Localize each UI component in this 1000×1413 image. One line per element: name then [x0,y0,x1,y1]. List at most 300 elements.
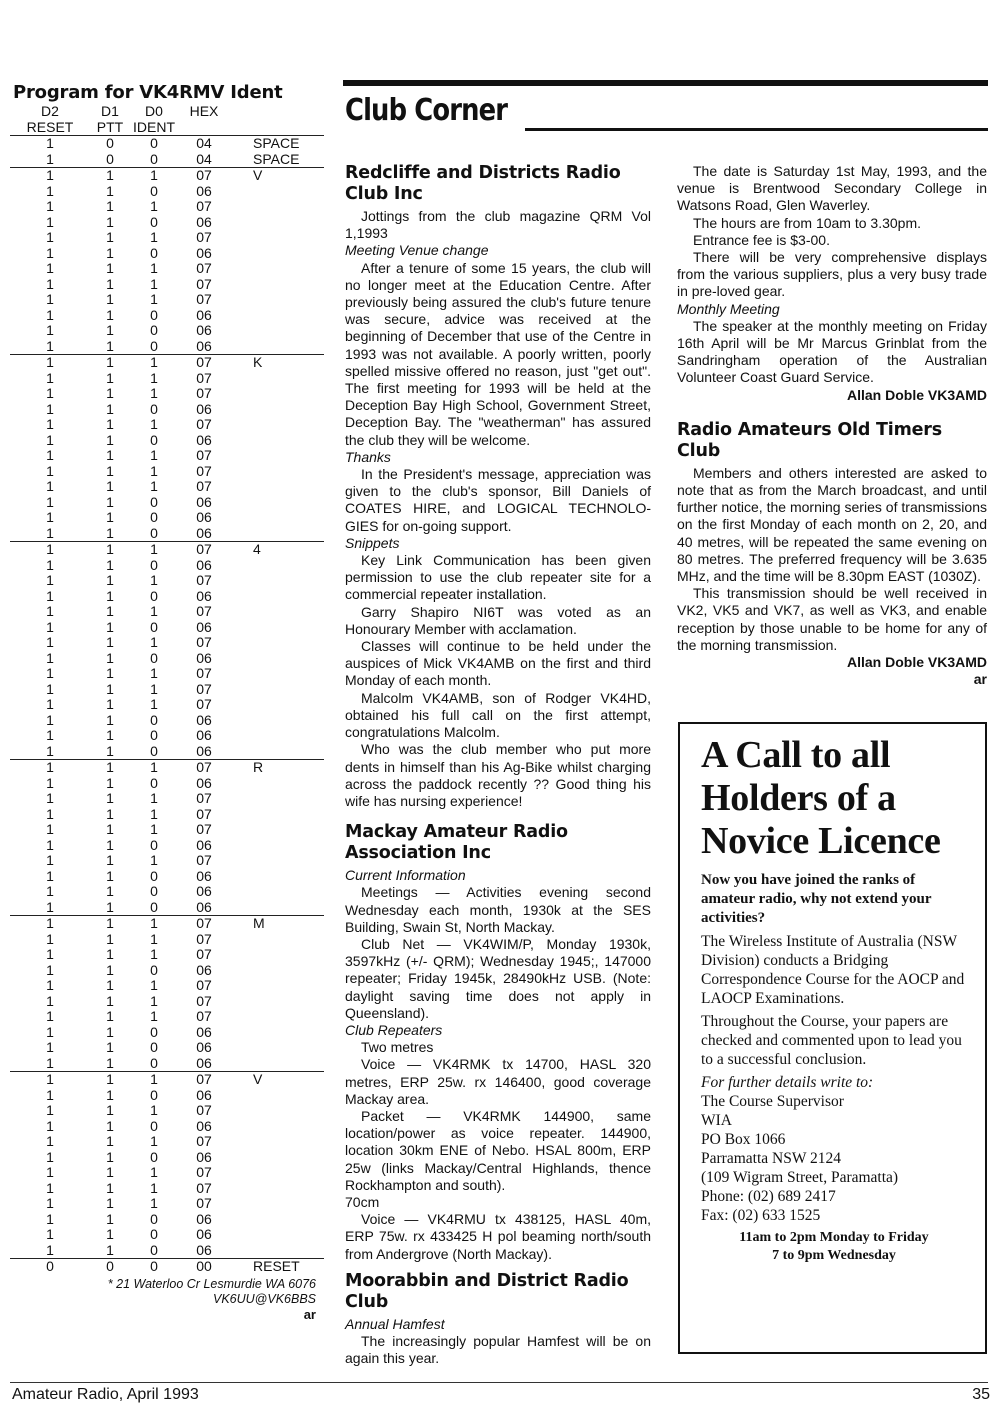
d2-cell: 1 [46,915,54,931]
d2-cell: 1 [46,556,54,573]
table-row [10,1181,324,1197]
table-row [10,963,324,979]
d2-cell: 1 [46,306,54,323]
table-row [10,947,324,963]
hex-cell: 07 [196,1164,212,1180]
advert-paragraph: The Wireless Institute of Australia (NSW Division) conducts a Bridging Correspondence Course for the AOCP and LAOCP Examinations. [701,933,965,1007]
d0-cell: 0 [150,337,158,354]
address-line: (109 Wigram Street, Paramatta) [701,1169,899,1186]
article-heading-redcliffe: Redcliffe and Districts Radio Club Inc [345,163,621,204]
hex-cell: 06 [196,244,212,261]
d1-cell: 1 [106,1241,114,1258]
hex-cell: 07 [196,291,212,307]
hex-cell: 06 [196,182,212,199]
d0-cell: 1 [150,821,158,837]
article-column-1 [345,163,651,1367]
table-row [10,323,324,339]
hex-cell: 06 [196,1148,212,1165]
paragraph: There will be very comprehensive displays from the various suppliers, plus a very busy trade in pre-loved gear. [677,249,987,300]
d0-cell: 1 [150,447,158,463]
d2-cell: 1 [46,150,54,167]
d0-cell: 0 [150,587,158,604]
subheading: Current Information [345,867,466,884]
table-row [10,1009,324,1025]
d0-cell: 1 [150,946,158,962]
hex-cell: 07 [196,930,212,947]
table-row [10,620,324,636]
d0-cell: 1 [150,572,158,588]
d1-cell: 1 [106,244,114,261]
d1-cell: 1 [106,821,114,837]
column-header: D2 [41,103,59,119]
table-row [10,292,324,308]
d0-cell: 0 [150,1148,158,1165]
d0-cell: 1 [150,541,158,557]
d1-cell: 1 [106,587,114,604]
d2-cell: 1 [46,946,54,962]
d2-cell: 1 [46,977,54,993]
table-row [10,1212,324,1228]
hex-cell: 06 [196,836,212,853]
paragraph: Members and others interested are asked to note that as from the March broadcast, and until further notice, the morning series of transmissions on the first Monday of each month on 2, 20, and 40 metres, will be repeated the same evening on 80 metres. The preferred frequency will be 3.635 MHz, and the time will be 8.30pm EAST (1030Z). [677,464,987,585]
d0-cell: 0 [150,1226,158,1242]
hex-cell: 07 [196,1071,212,1087]
table-row [10,1150,324,1166]
character-cell: K [253,354,263,370]
d0-cell: 0 [150,322,158,338]
d2-cell: 1 [46,1023,54,1040]
table-row [10,230,324,246]
d2-cell: 1 [46,229,54,245]
d1-cell: 1 [106,852,114,868]
d0-cell: 1 [150,354,158,370]
d1-cell: 1 [106,992,114,1009]
d0-cell: 0 [150,431,158,448]
novice-licence-advert [678,722,987,1354]
hex-cell: 06 [196,509,212,525]
d0-cell: 1 [150,462,158,479]
d2-cell: 1 [46,634,54,650]
d1-cell: 1 [106,1071,114,1087]
hex-cell: 07 [196,1195,212,1211]
end-mark: ar [973,671,987,688]
d0-cell: 1 [150,790,158,806]
d2-cell: 1 [46,759,54,775]
d0-cell: 0 [150,727,158,743]
table-row [10,853,324,869]
hex-cell: 06 [196,493,212,510]
paragraph: Key Link Communication has been given permission to use the club repeater site for a commercial repeater installation. [345,552,651,603]
d1-cell: 1 [106,337,114,354]
d0-cell: 1 [150,416,158,432]
d2-cell: 1 [46,369,54,386]
d0-cell: 0 [150,1258,158,1274]
table-row [10,635,324,651]
table-row [10,1072,324,1088]
character-cell: 4 [253,541,261,557]
table-header-row [10,104,324,120]
table-row [10,339,324,355]
hex-cell: 07 [196,946,212,962]
table-row [10,261,324,277]
d1-cell: 1 [106,198,114,214]
d1-cell: 1 [106,572,114,588]
hex-cell: 07 [196,680,212,697]
d1-cell: 1 [106,1195,114,1211]
d2-cell: 1 [46,244,54,261]
d2-cell: 0 [46,1258,54,1274]
table-row [10,136,324,152]
d2-cell: 1 [46,852,54,868]
hex-cell: 07 [196,852,212,868]
d0-cell: 1 [150,291,158,307]
subheading: Thanks [345,448,391,465]
column-header: PTT [96,118,124,135]
d0-cell: 0 [150,618,158,635]
hex-cell: 07 [196,992,212,1009]
d2-cell: 1 [46,431,54,448]
d0-cell: 0 [150,1054,158,1071]
hex-cell: 07 [196,478,212,494]
d0-cell: 0 [150,135,158,151]
d2-cell: 1 [46,711,54,728]
table-row [10,1056,324,1072]
table-row [10,994,324,1010]
d1-cell: 1 [106,696,114,712]
paragraph: Jottings from the club magazine QRM Vol 1,1993 [345,208,651,242]
subheading: Meeting Venue change [345,242,489,259]
paragraph: Garry Shapiro NI6T was voted as an Honourary Member with acclamation. [345,603,651,637]
d2-cell: 1 [46,182,54,199]
footer-rule [10,1382,988,1383]
subheading: Annual Hamfest [345,1315,445,1332]
d0-cell: 1 [150,759,158,775]
d0-cell: 1 [150,1179,158,1196]
d1-cell: 0 [106,150,114,167]
author-footnote [10,1277,324,1322]
address-line: The Course Supervisor [701,1093,844,1110]
d1-cell: 1 [106,618,114,635]
character-cell: R [253,759,264,775]
hex-cell: 06 [196,774,212,791]
d0-cell: 1 [150,852,158,868]
hex-cell: 07 [196,665,212,681]
advert-paragraph: Throughout the Course, your papers are checked and commented upon to lead you to a successful conclusion. [701,1013,962,1068]
hex-cell: 06 [196,1117,212,1134]
hex-cell: 07 [196,385,212,401]
d0-cell: 1 [150,260,158,276]
hex-cell: 06 [196,867,212,884]
d1-cell: 1 [106,182,114,199]
table-row [10,1088,324,1104]
d1-cell: 1 [106,524,114,541]
table-row [10,1165,324,1181]
table-row [10,152,324,168]
d2-cell: 1 [46,198,54,214]
column-header: D0 [145,103,163,119]
d0-cell: 0 [150,836,158,853]
d1-cell: 1 [106,1008,114,1024]
d1-cell: 1 [106,1117,114,1134]
d2-cell: 1 [46,992,54,1009]
paragraph: Who was the club member who put more dents in himself than his Ag-Bike whilst charging across the paddock recently ?? Good thing his wife has nursing experience! [345,741,651,809]
d0-cell: 1 [150,1133,158,1149]
column-header: RESET [26,118,74,135]
d0-cell: 1 [150,385,158,401]
hex-cell: 06 [196,711,212,728]
table-row [10,776,324,792]
hex-cell: 07 [196,603,212,619]
d2-cell: 1 [46,898,54,915]
d2-cell: 1 [46,1117,54,1134]
hex-cell: 07 [196,447,212,463]
d1-cell: 0 [106,135,114,151]
d0-cell: 1 [150,680,158,697]
d0-cell: 1 [150,229,158,245]
header-rule-bottom [525,128,988,131]
paragraph: This transmission should be well received in VK2, VK5 and VK7, as well as VK3, and enable reception by those unable to be home for any of the morning transmission. [677,585,987,653]
d0-cell: 0 [150,509,158,525]
d1-cell: 1 [106,322,114,338]
d0-cell: 0 [150,1086,158,1103]
d0-cell: 0 [150,1117,158,1134]
d1-cell: 1 [106,509,114,525]
d2-cell: 1 [46,1195,54,1211]
hex-cell: 07 [196,759,212,775]
paragraph: Club Net — VK4WIM/P, Monday 1930k, 3597kHz (+/- QRM); Wednesday 1945;, 147000 repeater; Friday 1945k, 28490kHz USB. (Note: daylight saving time does not apply in Queensland). [345,935,651,1021]
d0-cell: 0 [150,1210,158,1227]
table-row [10,448,324,464]
d2-cell: 1 [46,1148,54,1165]
d2-cell: 1 [46,275,54,292]
d1-cell: 0 [106,1258,114,1274]
table-row [10,433,324,449]
hex-cell: 07 [196,354,212,370]
article-column-2 [677,163,987,688]
office-hours: 11am to 2pm Monday to Friday [739,1230,929,1245]
d2-cell: 1 [46,260,54,276]
hex-cell: 07 [196,790,212,806]
table-row [10,1243,324,1259]
d1-cell: 1 [106,478,114,494]
table-row-group [10,915,324,1071]
subheading: Monthly Meeting [677,300,780,317]
character-cell: V [253,1071,263,1087]
d1-cell: 1 [106,167,114,183]
hex-cell: 07 [196,1008,212,1024]
d0-cell: 0 [150,883,158,899]
phone-line: Phone: (02) 689 2417 [701,1188,836,1205]
d2-cell: 1 [46,961,54,978]
table-row [10,838,324,854]
d1-cell: 1 [106,1179,114,1196]
d0-cell: 1 [150,1071,158,1087]
d2-cell: 1 [46,1133,54,1149]
hex-cell: 06 [196,883,212,899]
table-row [10,807,324,823]
paragraph: The speaker at the monthly meeting on Friday 16th April will be Mr Marcus Grinblat from the Sandringham operation of the Australian Volunteer Coast Guard Service. [677,317,987,386]
d1-cell: 1 [106,1102,114,1118]
hex-cell: 07 [196,229,212,245]
d0-cell: 1 [150,198,158,214]
character-cell: SPACE [253,150,300,167]
d1-cell: 1 [106,977,114,993]
hex-cell: 04 [196,135,212,151]
byline: Allan Doble VK3AMD [846,386,987,403]
d1-cell: 1 [106,291,114,307]
hex-cell: 06 [196,337,212,354]
d2-cell: 1 [46,135,54,151]
d2-cell: 1 [46,167,54,183]
hex-cell: 06 [196,898,212,915]
table-row [10,277,324,293]
d0-cell: 0 [150,556,158,573]
d0-cell: 0 [150,1039,158,1055]
paragraph: 70cm [345,1193,380,1210]
table-row [10,1259,324,1275]
d2-cell: 1 [46,385,54,401]
paragraph: Malcolm VK4AMB, son of Rodger VK4HD, obtained his full call on the first attempt, congratulations Malcolm. [345,689,651,741]
d1-cell: 1 [106,1039,114,1055]
hex-cell: 07 [196,167,212,183]
table-header-row [10,120,324,136]
paragraph: The increasingly popular Hamfest will be on again this year. [345,1332,651,1367]
paragraph: In the President's message, appreciation was given to the club's sponsor, Bill Daniels of COATES HIRE, and LOGICAL TECHNOLO-GIES for on-going support. [345,466,651,534]
d0-cell: 1 [150,805,158,822]
d1-cell: 1 [106,1133,114,1149]
hex-cell: 07 [196,915,212,931]
d0-cell: 0 [150,213,158,230]
paragraph: Voice — VK4RMK tx 14700, HASL 320 metres, ERP 25w. rx 146400, good coverage Mackay area. [345,1056,651,1107]
hex-cell: 07 [196,416,212,432]
column-header: IDENT [133,118,175,135]
author-address: * 21 Waterloo Cr Lesmurdie WA 6076 [107,1276,316,1291]
character-cell: V [253,167,263,183]
subheading: Snippets [345,534,400,551]
d0-cell: 0 [150,774,158,791]
d2-cell: 1 [46,742,54,759]
hex-cell: 00 [196,1258,212,1274]
hex-cell: 07 [196,572,212,588]
d2-cell: 1 [46,1039,54,1055]
d0-cell: 1 [150,915,158,931]
d1-cell: 1 [106,416,114,432]
d0-cell: 0 [150,182,158,199]
hex-cell: 07 [196,805,212,822]
hex-cell: 06 [196,1054,212,1071]
table-row [10,651,324,667]
address-line: Parramatta NSW 2124 [701,1150,842,1167]
d1-cell: 1 [106,1086,114,1103]
d2-cell: 1 [46,1086,54,1103]
d1-cell: 1 [106,727,114,743]
d1-cell: 1 [106,759,114,775]
table-row [10,355,324,371]
d2-cell: 1 [46,400,54,417]
table-row [10,246,324,262]
d2-cell: 1 [46,447,54,463]
publication-name: Amateur Radio, April 1993 [12,1386,199,1403]
d2-cell: 1 [46,1179,54,1196]
paragraph: Entrance fee is $3-00. [693,231,830,248]
hex-cell: 06 [196,618,212,635]
d0-cell: 1 [150,1008,158,1024]
d2-cell: 1 [46,1054,54,1071]
d2-cell: 1 [46,821,54,837]
d0-cell: 0 [150,898,158,915]
d1-cell: 1 [106,1226,114,1242]
d0-cell: 0 [150,400,158,417]
table-row-group [10,1258,324,1275]
hex-cell: 06 [196,742,212,759]
table-row [10,1103,324,1119]
d1-cell: 1 [106,915,114,931]
table-row [10,184,324,200]
address-line: PO Box 1066 [701,1131,786,1148]
table-row [10,215,324,231]
d0-cell: 1 [150,930,158,947]
d0-cell: 1 [150,275,158,292]
hex-cell: 06 [196,213,212,230]
header-rule-top [343,80,988,86]
d1-cell: 1 [106,711,114,728]
d2-cell: 1 [46,213,54,230]
d1-cell: 1 [106,369,114,386]
d1-cell: 1 [106,634,114,650]
d0-cell: 1 [150,1164,158,1180]
d1-cell: 1 [106,649,114,666]
d0-cell: 0 [150,961,158,978]
d1-cell: 1 [106,790,114,806]
paragraph: The date is Saturday 1st May, 1993, and the venue is Brentwood Secondary College in Watsons Road, Glen Waverley. [677,163,987,214]
hex-cell: 06 [196,1241,212,1258]
table-row [10,744,324,760]
office-hours: 7 to 9pm Wednesday [772,1248,896,1263]
table-row [10,526,324,542]
d1-cell: 1 [106,836,114,853]
d0-cell: 0 [150,867,158,884]
d1-cell: 1 [106,1148,114,1165]
d1-cell: 1 [106,229,114,245]
table-row [10,168,324,184]
d2-cell: 1 [46,603,54,619]
hex-cell: 07 [196,977,212,993]
table-row [10,402,324,418]
hex-cell: 07 [196,260,212,276]
paragraph: After a tenure of some 15 years, the club will no longer meet at the Education Centre. After previously being assured the club's future tenure was secure, advice was received at the beginning of December that use of the Centre in 1993 was not available. A poorly written, poorly spelled missive offered no reason, just "get out". The first meeting for 1993 will be held at the Deception Bay High School, Government Street, Deception Bay. The "weatherman" has assured the club they will be welcome. [345,259,651,448]
d0-cell: 1 [150,167,158,183]
d2-cell: 1 [46,541,54,557]
d2-cell: 1 [46,572,54,588]
d0-cell: 0 [150,306,158,323]
table-row [10,869,324,885]
section-title: Club Corner [345,93,508,128]
d1-cell: 1 [106,930,114,947]
fax-line: Fax: (02) 633 1525 [701,1207,821,1224]
table-row [10,1134,324,1150]
d2-cell: 1 [46,493,54,510]
d0-cell: 0 [150,244,158,261]
d0-cell: 1 [150,603,158,619]
hex-cell: 07 [196,1179,212,1196]
d0-cell: 0 [150,711,158,728]
d2-cell: 1 [46,1241,54,1258]
d2-cell: 1 [46,291,54,307]
d2-cell: 1 [46,416,54,432]
d1-cell: 1 [106,805,114,822]
table-row [10,573,324,589]
paragraph: Packet — VK4RMK 144900, same location/power as voice repeater. 144900, location 30km ENE of Nebo. HSAL 800m, ERP 25w (links Mackay/Central Highlands, thence Rockhampton and south). [345,1107,651,1193]
